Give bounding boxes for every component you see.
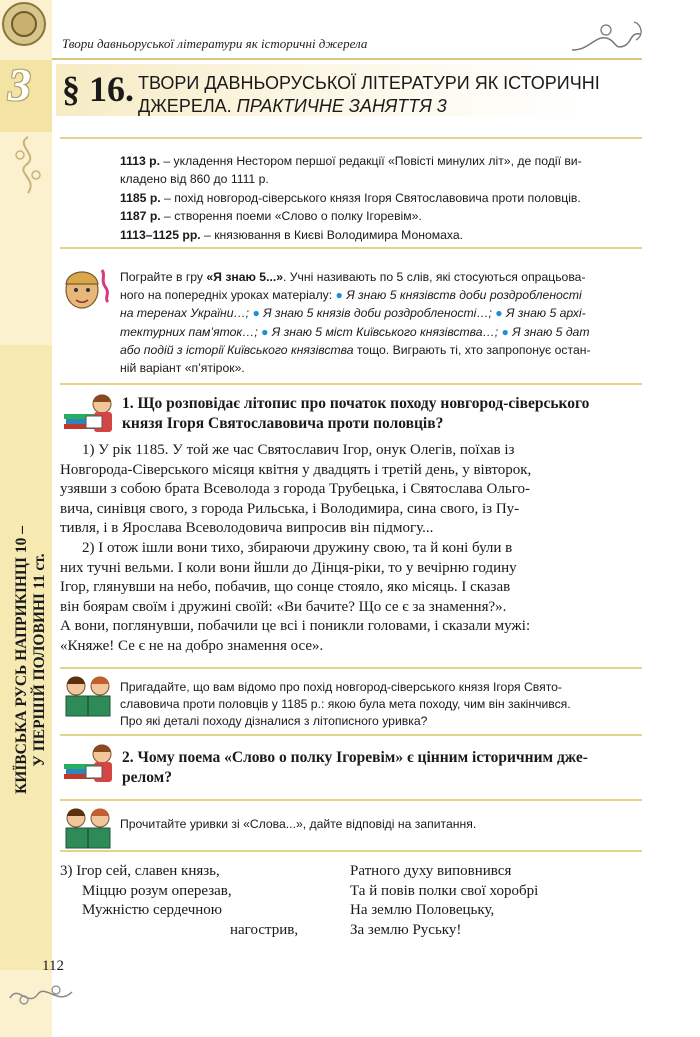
poem-line: Мужністю сердечною — [82, 902, 222, 919]
divider — [60, 137, 642, 139]
date-item: кладено від 860 до 1111 р. — [120, 172, 269, 187]
poem-line: нагострив, — [230, 921, 299, 938]
section-title — [138, 72, 618, 118]
section-number: § 16. — [62, 69, 134, 109]
running-head: Твори давньоруської літератури як історичні джерела — [62, 36, 368, 51]
emblem-seal-icon — [2, 2, 46, 46]
section-title-italic: ПРАКТИЧНЕ ЗАНЯТТЯ 3 — [236, 96, 447, 116]
flourish-ornament-icon — [6, 978, 76, 1014]
poem-line: 3) Ігор сей, славен князь, — [60, 863, 220, 879]
chapter-number: 3 — [8, 59, 31, 110]
divider — [60, 247, 642, 249]
reading-girl-icon — [60, 390, 118, 438]
bullet-icon: ● — [261, 324, 269, 339]
divider — [60, 799, 642, 801]
reading-girl-icon — [60, 740, 118, 788]
flourish-ornament-icon — [570, 16, 646, 56]
date-item: 1113 р. – укладення Нестором першої редакції «Повісті минулих літ», де події ви- — [120, 154, 582, 168]
poem-line: На землю Половецьку, — [350, 902, 495, 919]
date-item: 1187 р. – створення поеми «Слово о полку Ігоревім». — [120, 209, 422, 224]
poem-line: Та й повів полки свої хоробрі — [350, 882, 539, 899]
divider — [60, 383, 642, 385]
bullet-icon: ● — [501, 324, 509, 339]
paragraph-2: 2) І отож ішли вони тихо, збираючи дружину свою, та й коні були в них тучні вельми. І коли вони йшли до Дінця-ріки, то у вечірню годину Ігор, глянувши на небо, побачив, що сонце стояло, яко місяць. І сказав він боярам своїм і дружині своїй: «Ви бачите? Що се є за знамення?». А вони, поглянувши, побачили це всі і поникли головами, і сказали мужі: «Княже! Се є не на добро знамення осе». — [60, 539, 531, 654]
bullet-icon: ● — [252, 306, 260, 321]
section-title-line2: ДЖЕРЕЛА. — [138, 96, 232, 116]
divider — [60, 667, 642, 669]
two-readers-icon — [60, 674, 116, 720]
reading-prompt: Прочитайте уривки зі «Слова...», дайте відповіді на запитання. — [120, 817, 477, 831]
divider — [60, 850, 642, 852]
poem-right-column — [350, 862, 640, 940]
poem-line: Міццю розум оперезав, — [82, 882, 232, 899]
game-instructions: Пограйте в гру «Я знаю 5...». Учні називають по 5 слів, які стосуються опрацьова- ного на попередніх уроках матеріалу: ● Я знаю 5 князівств доби роздробленості на теренах України…; ● Я знаю 5 князів доби роздробленості…; ● Я знаю 5 архі- тектурних пам’яток…; ● Я знаю 5 міст Київського князівства…; ● Я знаю 5 дат або подій з історії Київського князівства тощо. Виграють ті, хто запропонує остан- ній варіант «п’ятірок». — [120, 270, 591, 376]
poem-line: Ратного духу виповнився — [350, 863, 512, 879]
date-item: 1113–1125 рр. – князювання в Києві Володимира Мономаха. — [120, 227, 464, 242]
date-item: 1185 р. – похід новгород-сіверського князя Ігоря Святославовича проти половців. — [120, 190, 581, 205]
dates-list — [120, 152, 640, 244]
page-number: 112 — [42, 958, 64, 974]
question-1-title: 1. Що розповідає літопис про початок походу новгород-сіверського князя Ігоря Святославовича проти половців? — [122, 395, 590, 432]
paragraph-1: 1) У рік 1185. У той же час Святославич Ігор, онук Олегів, поїхав із Новгорода-Сіверського місяця квітня у двадцять і третій день, у вівторок, узявши з собою брата Всеволода з города Трубецька, і Святослава Ольго- вича, синівця свого, з города Рильська, і Володимира, сина свого, із Пу- тивля, і в Ярослава Всеволодовича випросив він підмогу... — [60, 442, 532, 537]
chronicle-excerpt — [60, 441, 642, 657]
two-readers-icon — [60, 806, 116, 852]
scroll-ornament-icon — [10, 135, 46, 195]
helmet-game-icon — [58, 262, 114, 318]
bullet-icon: ● — [335, 288, 343, 303]
divider — [60, 734, 642, 736]
section-title-line1: ТВОРИ ДАВНЬОРУСЬКОЇ ЛІТЕРАТУРИ ЯК ІСТОРИЧНІ — [138, 73, 600, 93]
poem-line: За землю Руську! — [350, 921, 462, 938]
bullet-icon: ● — [495, 306, 503, 321]
chapter-side-title: КИЇВСЬКА РУСЬ НАПРИКІНЦІ 10 – У ПЕРШІЙ ПОЛОВИНІ 11 ст. — [13, 525, 48, 795]
recall-prompt: Пригадайте, що вам відомо про похід новгород-сіверського князя Ігоря Свято- славовича проти половців у 1185 р.: якою була мета походу, чим він закінчився. Про які деталі походу дізналися з літописного уривка? — [120, 680, 571, 728]
question-2-title: 2. Чому поема «Слово о полку Ігоревім» є цінним історичним дже- релом? — [122, 749, 588, 786]
poem-left-column — [60, 862, 330, 940]
